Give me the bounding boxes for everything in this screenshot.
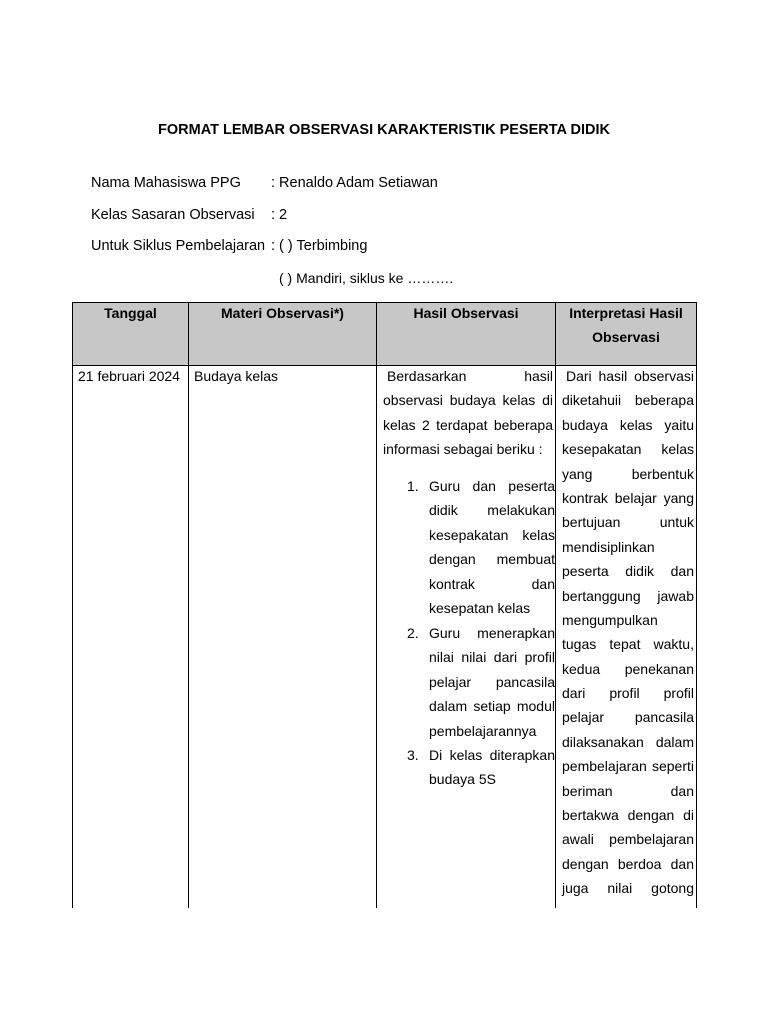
interpretasi-line: budaya kelas yaitu [562, 416, 694, 433]
list-number: 2. [407, 625, 419, 641]
list-item-line: Guru menerapkan [429, 625, 555, 641]
hasil-intro-line: kelas 2 terdapat beberapa [383, 416, 553, 433]
cell-hasil-intro [383, 364, 553, 462]
interpretasi-line: diketahuii beberapa [562, 392, 694, 409]
interpretasi-line: mengumpulkan [562, 611, 658, 628]
interpretasi-line: bertujuan untuk [562, 514, 694, 531]
col-border-4 [696, 302, 697, 908]
header-interpretasi-line1: Interpretasi Hasil [569, 305, 683, 321]
mandiri-option: ( ) Mandiri, siklus ke ………. [279, 270, 454, 286]
list-item-line: pelajar pancasila [429, 673, 555, 690]
document-title: FORMAT LEMBAR OBSERVASI KARAKTERISTIK PESERTA DIDIK [158, 122, 610, 138]
list-number: 1. [407, 478, 419, 494]
kelas-label: Kelas Sasaran Observasi [91, 207, 255, 223]
col-border-3 [555, 302, 556, 908]
interpretasi-line: dengan berdoa dan [562, 855, 694, 872]
nama-value: : Renaldo Adam Setiawan [271, 175, 438, 191]
list-item-line: Guru dan peserta [429, 478, 555, 494]
header-materi: Materi Observasi*) [221, 305, 344, 321]
list-item-line: pembelajarannya [429, 722, 537, 739]
interpretasi-line: pelajar pancasila [562, 709, 694, 726]
siklus-value: : ( ) Terbimbing [271, 238, 368, 254]
col-border-2 [376, 302, 377, 908]
interpretasi-line: yang berbentuk [562, 465, 694, 482]
nama-label: Nama Mahasiswa PPG [91, 175, 241, 191]
list-item-line: budaya 5S [429, 771, 496, 788]
interpretasi-line: bertakwa dengan di [562, 807, 694, 824]
interpretasi-line: peserta didik dan [562, 563, 694, 580]
cell-interpretasi [562, 364, 694, 901]
interpretasi-line: pembelajaran seperti [562, 758, 694, 775]
header-interpretasi-line2: Observasi [592, 329, 660, 345]
cell-tanggal: 21 februari 2024 [78, 368, 180, 384]
interpretasi-line: juga nilai gotong [562, 880, 694, 897]
interpretasi-line: kesepakatan kelas [562, 441, 694, 458]
list-item-line: kesepatan kelas [429, 599, 531, 616]
siklus-label: Untuk Siklus Pembelajaran [91, 238, 266, 254]
list-item-line: kontrak dan [429, 575, 555, 592]
list-item-line: nilai nilai dari profil [429, 649, 555, 666]
header-interpretasi [556, 301, 696, 349]
interpretasi-line: kedua penekanan [562, 660, 694, 677]
interpretasi-line: kontrak belajar yang [562, 489, 694, 506]
interpretasi-line: mendisiplinkan [562, 538, 655, 555]
list-item-line: dalam setiap modul [429, 698, 555, 715]
hasil-intro-line: informasi sebagai beriku : [383, 441, 543, 458]
interpretasi-line: dari profil profil [562, 685, 694, 702]
interpretasi-line: tugas tepat waktu, [562, 636, 694, 653]
interpretasi-line: beriman dan [562, 782, 694, 799]
list-item-line: dengan membuat [429, 551, 555, 568]
interpretasi-line: Dari hasil observasi [566, 368, 694, 384]
interpretasi-line: dilaksanakan dalam [562, 733, 694, 750]
hasil-intro-line: observasi budaya kelas di [383, 392, 553, 409]
list-number: 3. [407, 747, 419, 763]
hasil-intro-line: Berdasarkan hasil [387, 368, 553, 384]
observation-table [72, 302, 697, 908]
col-border-1 [188, 302, 189, 908]
list-item-line: didik melakukan [429, 502, 555, 519]
header-tanggal: Tanggal [104, 305, 157, 321]
col-border-0 [72, 302, 73, 908]
interpretasi-line: bertanggung jawab [562, 587, 694, 604]
list-item-line: kesepakatan kelas [429, 526, 555, 543]
header-hasil: Hasil Observasi [413, 305, 519, 321]
interpretasi-line: awali pembelajaran [562, 831, 694, 848]
cell-materi: Budaya kelas [194, 368, 279, 384]
kelas-value: : 2 [271, 207, 288, 223]
list-item-line: Di kelas diterapkan [429, 747, 555, 763]
